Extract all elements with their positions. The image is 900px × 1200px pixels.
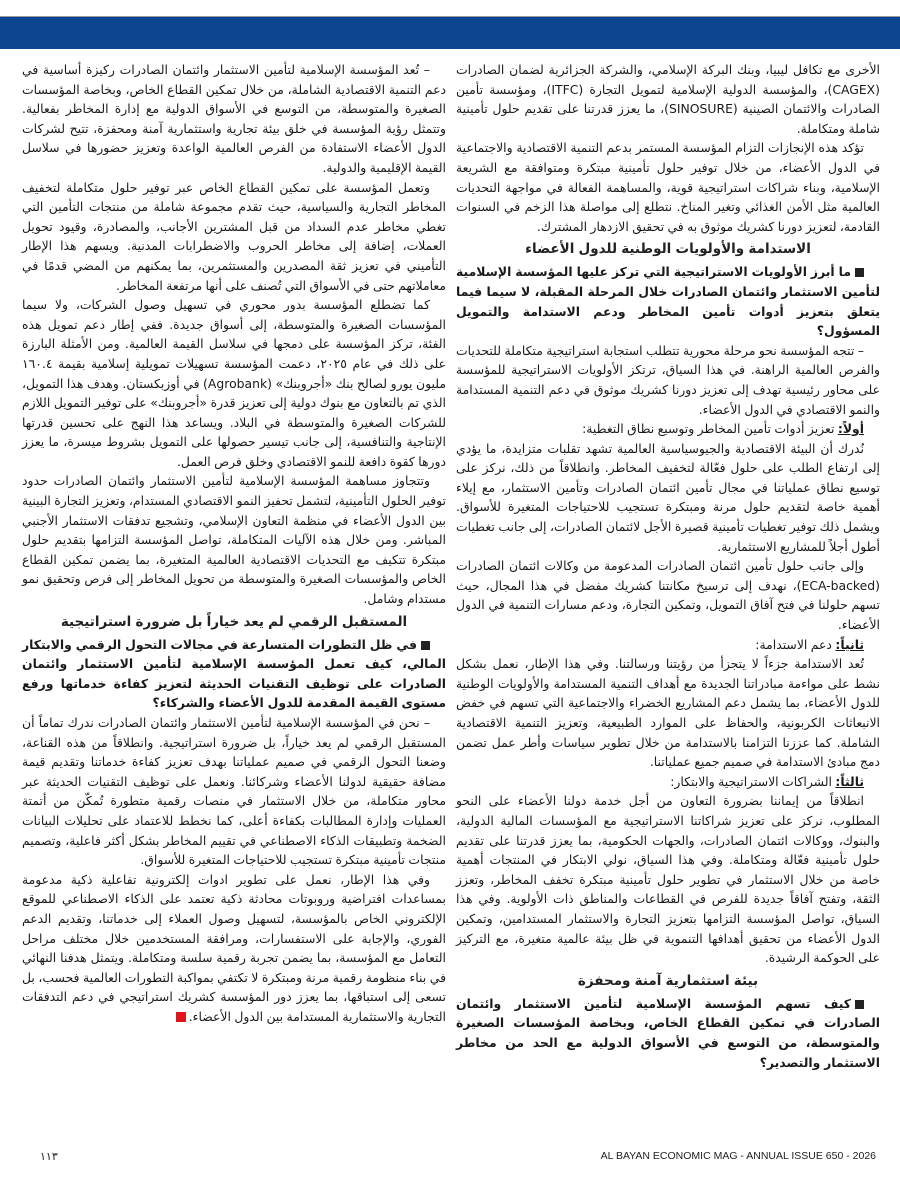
paragraph: – تُعد المؤسسة الإسلامية لتأمين الاستثمار وائتمان الصادرات ركيزة أساسية في دعم التنمية الاقتصادية الشاملة، من خلال تمكين القطاع الخاص، وبخاصة المؤسسات الصغيرة والمتوسطة، من التوسع في الأسواق الدولية مع إدارة المخاطر بفعالية. وتتمثل رؤية المؤسسة في خلق بيئة تجارية واستثمارية آمنة ومحفزة، تتيح لشركات الدول الأعضاء الاستفادة من الفرص العالمية الواعدة وتعزيز حضورها في سلاسل القيمة الإقليمية والدولية. xyxy=(22,62,446,175)
interview-question xyxy=(456,994,880,1072)
paragraph: نُدرك أن البيئة الاقتصادية والجيوسياسية العالمية تشهد تقلبات متزايدة، ما يؤدي إلى ارتفاع الطلب على حلول فعّالة لتخفيف المخاطر. وانطلاقاً من ذلك، نركز على توسيع نطاق عملياتنا في مجال تأمين ائتمان الصادرات وتأمين الاستثمار، مع إيلاء أهمية خاصة لتقديم حلول مرنة ومبتكرة تستجيب للاحتياجات المتغيرة للأسواق. ويشمل ذلك توفير تغطيات تأمينية قصيرة الأجل لائتمان الصادرات، إلى جانب تغطيات أطول أجلاً للمشاريع الاستثمارية. xyxy=(456,440,880,554)
page-number: ١١٣ xyxy=(40,1150,58,1163)
end-of-article-mark-icon xyxy=(176,1012,186,1022)
subheading xyxy=(456,419,880,439)
paragraph: تؤكد هذه الإنجازات التزام المؤسسة المستمر بدعم التنمية الاقتصادية والاجتماعية في الدول الأعضاء، من خلال توفير حلول تأمينية مبتكرة ومتوافقة مع الشريعة الإسلامية، وبناء شراكات استراتيجية قوية، والمساهمة الفعالة في مواجهة التحديات العالمية مثل الأمن الغذائي وتغير المناخ. نتطلع إلى مواصلة هذا الزخم في السنوات القادمة، لتعزيز دورنا كشريك موثوق به في تحقيق الازدهار المشترك. xyxy=(456,140,880,234)
paragraph: وإلى جانب حلول تأمين ائتمان الصادرات المدعومة من وكالات ائتمان الصادرات (ECA-backed)، نهدف إلى ترسيخ مكانتنا كشريك مفضل في هذا المجال، حيث تسهم حلولنا في فتح آفاق التمويل، وتمكين التجارة، ودعم مسارات التنمية في الدول الأعضاء. xyxy=(456,558,880,633)
paragraph: الأخرى مع تكافل ليبيا، وبنك البركة الإسلامي، والشركة الجزائرية لضمان الصادرات (CAGEX)، والمؤسسة الدولية الإسلامية لتمويل التجارة (ITFC)، ومؤسسة تأمين الصادرات والائتمان الصينية (SINOSURE)، ما يعزز قدرتنا على تقديم حلول تأمينية شاملة ومتكاملة. xyxy=(456,62,880,136)
subheading xyxy=(456,635,880,655)
paragraph: – نحن في المؤسسة الإسلامية لتأمين الاستثمار وائتمان الصادرات ندرك تماماً أن المستقبل الرقمي لم يعد خياراً، بل ضرورة استراتيجية. وانطلاقاً من هذه القناعة، وضعنا التحول الرقمي في صميم عملياتنا بهدف تعزيز كفاءة خدماتنا وتقديم قيمة مضافة حقيقية لدولنا الأعضاء وشركائنا. ونعمل على توظيف التقنيات الحديثة عبر محاور متكاملة، من خلال الاستثمار في منصات رقمية متطورة تُمكّن من أتمتة العمليات وإدارة المطالبات بكفاءة أعلى، كما نخطط للاعتماد على تحليلات البيانات الضخمة وتطبيقات الذكاء الاصطناعي في تقييم المخاطر بشكل أكثر فاعلية، وتصميم منتجات تأمينية مبتكرة تستجيب للاحتياجات المتغيرة للأسواق. xyxy=(22,715,446,868)
paragraph: وتعمل المؤسسة على تمكين القطاع الخاص عبر توفير حلول متكاملة لتخفيف المخاطر التجارية والسياسية، حيث تقدم مجموعة شاملة من منتجات التأمين التي تغطي مخاطر عدم السداد من قبل المشترين الأجانب، والمصادرة، وقيود تحويل العملات، إضافة إلى مخاطر الحروب والاضطرابات المدنية. ويسهم هذا الإطار التأميني في تعزيز ثقة المصدرين والمستثمرين، بما يمكنهم من المضي قدمًا في معاملاتهم حتى في الأسواق التي تُصنف على أنها مرتفعة المخاطر. xyxy=(22,179,446,293)
paragraph: تُعد الاستدامة جزءاً لا يتجزأ من رؤيتنا ورسالتنا. وفي هذا الإطار، نعمل بشكل نشط على مواءمة مبادراتنا الجديدة مع أهداف التنمية المستدامة والأولويات الوطنية للدول الأعضاء، بما يشمل دعم المشاريع الخضراء والاجتماعية التي تسهم في خفض الانبعاثات الكربونية، والحفاظ على الموارد الطبيعية، وتعزيز التنمية الاقتصادية الشاملة. كما عززنا التزامنا بالاستدامة من خلال تطوير سياسات وأطر عمل تضمن دمج مبادئ الاستدامة في صميم جميع عملياتنا. xyxy=(456,656,880,770)
subheading-label: ثالثاً: xyxy=(835,773,864,789)
interview-question xyxy=(22,635,446,713)
subheading-text: الشراكات الاستراتيجية والابتكار: xyxy=(670,773,836,789)
square-bullet-icon xyxy=(421,641,430,650)
paragraph-text: وفي هذا الإطار، نعمل على تطوير ادوات إلكترونية تفاعلية ذكية مدعومة بمساعدات افتراضية وروبوتات محادثة ذكية تعتمد على الذكاء الاصطناعي للموقع الإلكتروني الخاص بالمؤسسة، لتسهيل وصول العملاء إلى خدماتنا، وتقديم الدعم الفوري، والإجابة على الاستفسارات، ومرافقة المستخدمين خلال مختلف مراحل التعامل مع المؤسسة، بما يضمن تجربة رقمية سلسة ومتكاملة. ويتمثل هدفنا النهائي في بناء منظومة رقمية مرنة ومبتكرة لا تكتفي بمواكبة التطورات العالمية فحسب، بل تسعى إلى استباقها، بما يعزز دور المؤسسة كشريك استراتيجي في دعم التدفقات التجارية والاستثمارية المستدامة بين الدول الأعضاء. xyxy=(22,871,446,1024)
question-text: كيف تسهم المؤسسة الإسلامية لتأمين الاستثمار وائتمان الصادرات في تمكين القطاع الخاص، وبخاصة المؤسسات الصغيرة والمتوسطة، من التوسع في الأسواق الدولية مع الحد من مخاطر الاستثمار والتصدير؟ xyxy=(456,995,880,1070)
subheading xyxy=(456,772,880,792)
question-text: في ظل التطورات المتسارعة في مجالات التحول الرقمي والابتكار المالي، كيف تعمل المؤسسة الإسلامية لتأمين الاستثمار وائتمان الصادرات على توظيف التقنيات الحديثة لتعزيز كفاءة خدماتها ورفع مستوى القيمة المقدمة للدول الأعضاء والشركاء؟ xyxy=(22,636,446,711)
subheading-text: تعزيز أدوات تأمين المخاطر وتوسيع نطاق التغطية: xyxy=(582,421,838,437)
subheading-label: أولاً: xyxy=(837,421,864,437)
section-heading: بيئة استثمارية آمنة ومحفزة xyxy=(577,972,759,989)
header-color-band xyxy=(0,17,900,49)
paragraph: – تتجه المؤسسة نحو مرحلة محورية تتطلب استجابة استراتيجية متكاملة للتحديات والفرص العالمية الراهنة. في هذا السياق، ترتكز الأولويات الاستراتيجية للمؤسسة على محاور رئيسية تهدف إلى تعزيز دورنا كشريك موثوق في دعم التنمية المستدامة والنمو الاقتصادي في الدول الأعضاء. xyxy=(456,342,880,417)
square-bullet-icon xyxy=(855,1000,864,1009)
subheading-label: ثانياً: xyxy=(835,636,864,652)
section-heading: المستقبل الرقمي لم يعد خياراً بل ضرورة استراتيجية xyxy=(60,613,408,630)
paragraph: كما تضطلع المؤسسة بدور محوري في تسهيل وصول الشركات، ولا سيما المؤسسات الصغيرة والمتوسطة، إلى أسواق جديدة. ففي إطار دعم تمويل هذه الفئة، تركز المؤسسة على دمجها في سلاسل القيمة العالمية. ومن الأمثلة البارزة على ذلك في عام ٢٠٢٥، دعمت المؤسسة تسهيلات تمويلية إسلامية بقيمة ١٦٠.٤ مليون يورو لصالح بنك «أجروبنك» (Agrobank) في أوزبكستان. وهدف هذا التمويل، الذي تم بالتعاون مع بنوك دولية إلى تعزيز قدرة «أجروبنك» على توفير التمويل اللازم للشركات الصغيرة والمتوسطة في البلاد. ويساعد هذا النهج على تحسين قدرتها الإنتاجية والتنافسية، إلى جانب تيسير حصولها على التمويل بشروط ميسرة، ما يعزز دورها كقوة دافعة للنمو الاقتصادي وخلق فرص العمل. xyxy=(22,297,446,469)
left-column xyxy=(22,60,446,1027)
subheading-text: دعم الاستدامة: xyxy=(755,636,836,652)
section-heading: الاستدامة والأولويات الوطنية للدول الأعضاء xyxy=(525,241,811,258)
publication-footer: AL BAYAN ECONOMIC MAG - ANNUAL ISSUE 650 - 2026 xyxy=(600,1150,876,1162)
paragraph: انطلاقاً من إيماننا بضرورة التعاون من أجل خدمة دولنا الأعضاء على النحو المطلوب، نركز على تعزيز شراكاتنا الاستراتيجية مع المؤسسات المالية الدولية، والبنوك، ووكالات ائتمان الصادرات، والجهات الحكومية، بما يعزز قدرتنا على تقديم حلول تأمينية فعّالة ومتكاملة. وفي هذا السياق، نولي الابتكار في المنتجات أهمية خاصة من خلال الاستثمار في تطوير حلول تأمينية مبتكرة تخفف المخاطر، وتعزز الثقة، وتفتح آفاقاً جديدة للفرص في القطاعات والمناطق ذات الأولوية. وفي هذا السياق، تواصل المؤسسة التزامها بتعزيز التجارة والاستثمار المستدامين، وتمكين الدول الأعضاء من تحقيق أهدافها التنموية في ظل بيئة عالمية متغيرة، مع التركيز على الحوكمة الرشيدة. xyxy=(456,793,880,966)
right-column xyxy=(456,60,880,1072)
square-bullet-icon xyxy=(855,268,864,277)
paragraph xyxy=(22,870,446,1027)
interview-question xyxy=(456,262,880,340)
question-text: ما أبرز الأولويات الاستراتيجية التي تركز عليها المؤسسة الإسلامية لتأمين الاستثمار وائتمان الصادرات خلال المرحلة المقبلة، لا سيما فيما يتعلق بتعزيز أدوات تأمين المخاطر ودعم الاستدامة والتمويل المسؤول؟ xyxy=(456,264,880,339)
paragraph: وتتجاوز مساهمة المؤسسة الإسلامية لتأمين الاستثمار وائتمان الصادرات حدود توفير الحلول التأمينية، لتشمل تحفيز النمو الاقتصادي المستدام، وتعزيز التجارة البينية بين الدول الأعضاء في منظمة التعاون الإسلامي، وتشجيع تدفقات الاستثمار الأجنبي المباشر. ومن خلال هذه الآليات المتكاملة، تواصل المؤسسة التزامها بتقديم حلول مبتكرة تتكيف مع التحديات الاقتصادية العالمية المتغيرة، بما يضمن تمكين القطاع الخاص والمؤسسات الصغيرة والمتوسطة من تحويل المخاطر إلى فرص وتحقيق نمو مستدام وشامل. xyxy=(22,473,446,607)
